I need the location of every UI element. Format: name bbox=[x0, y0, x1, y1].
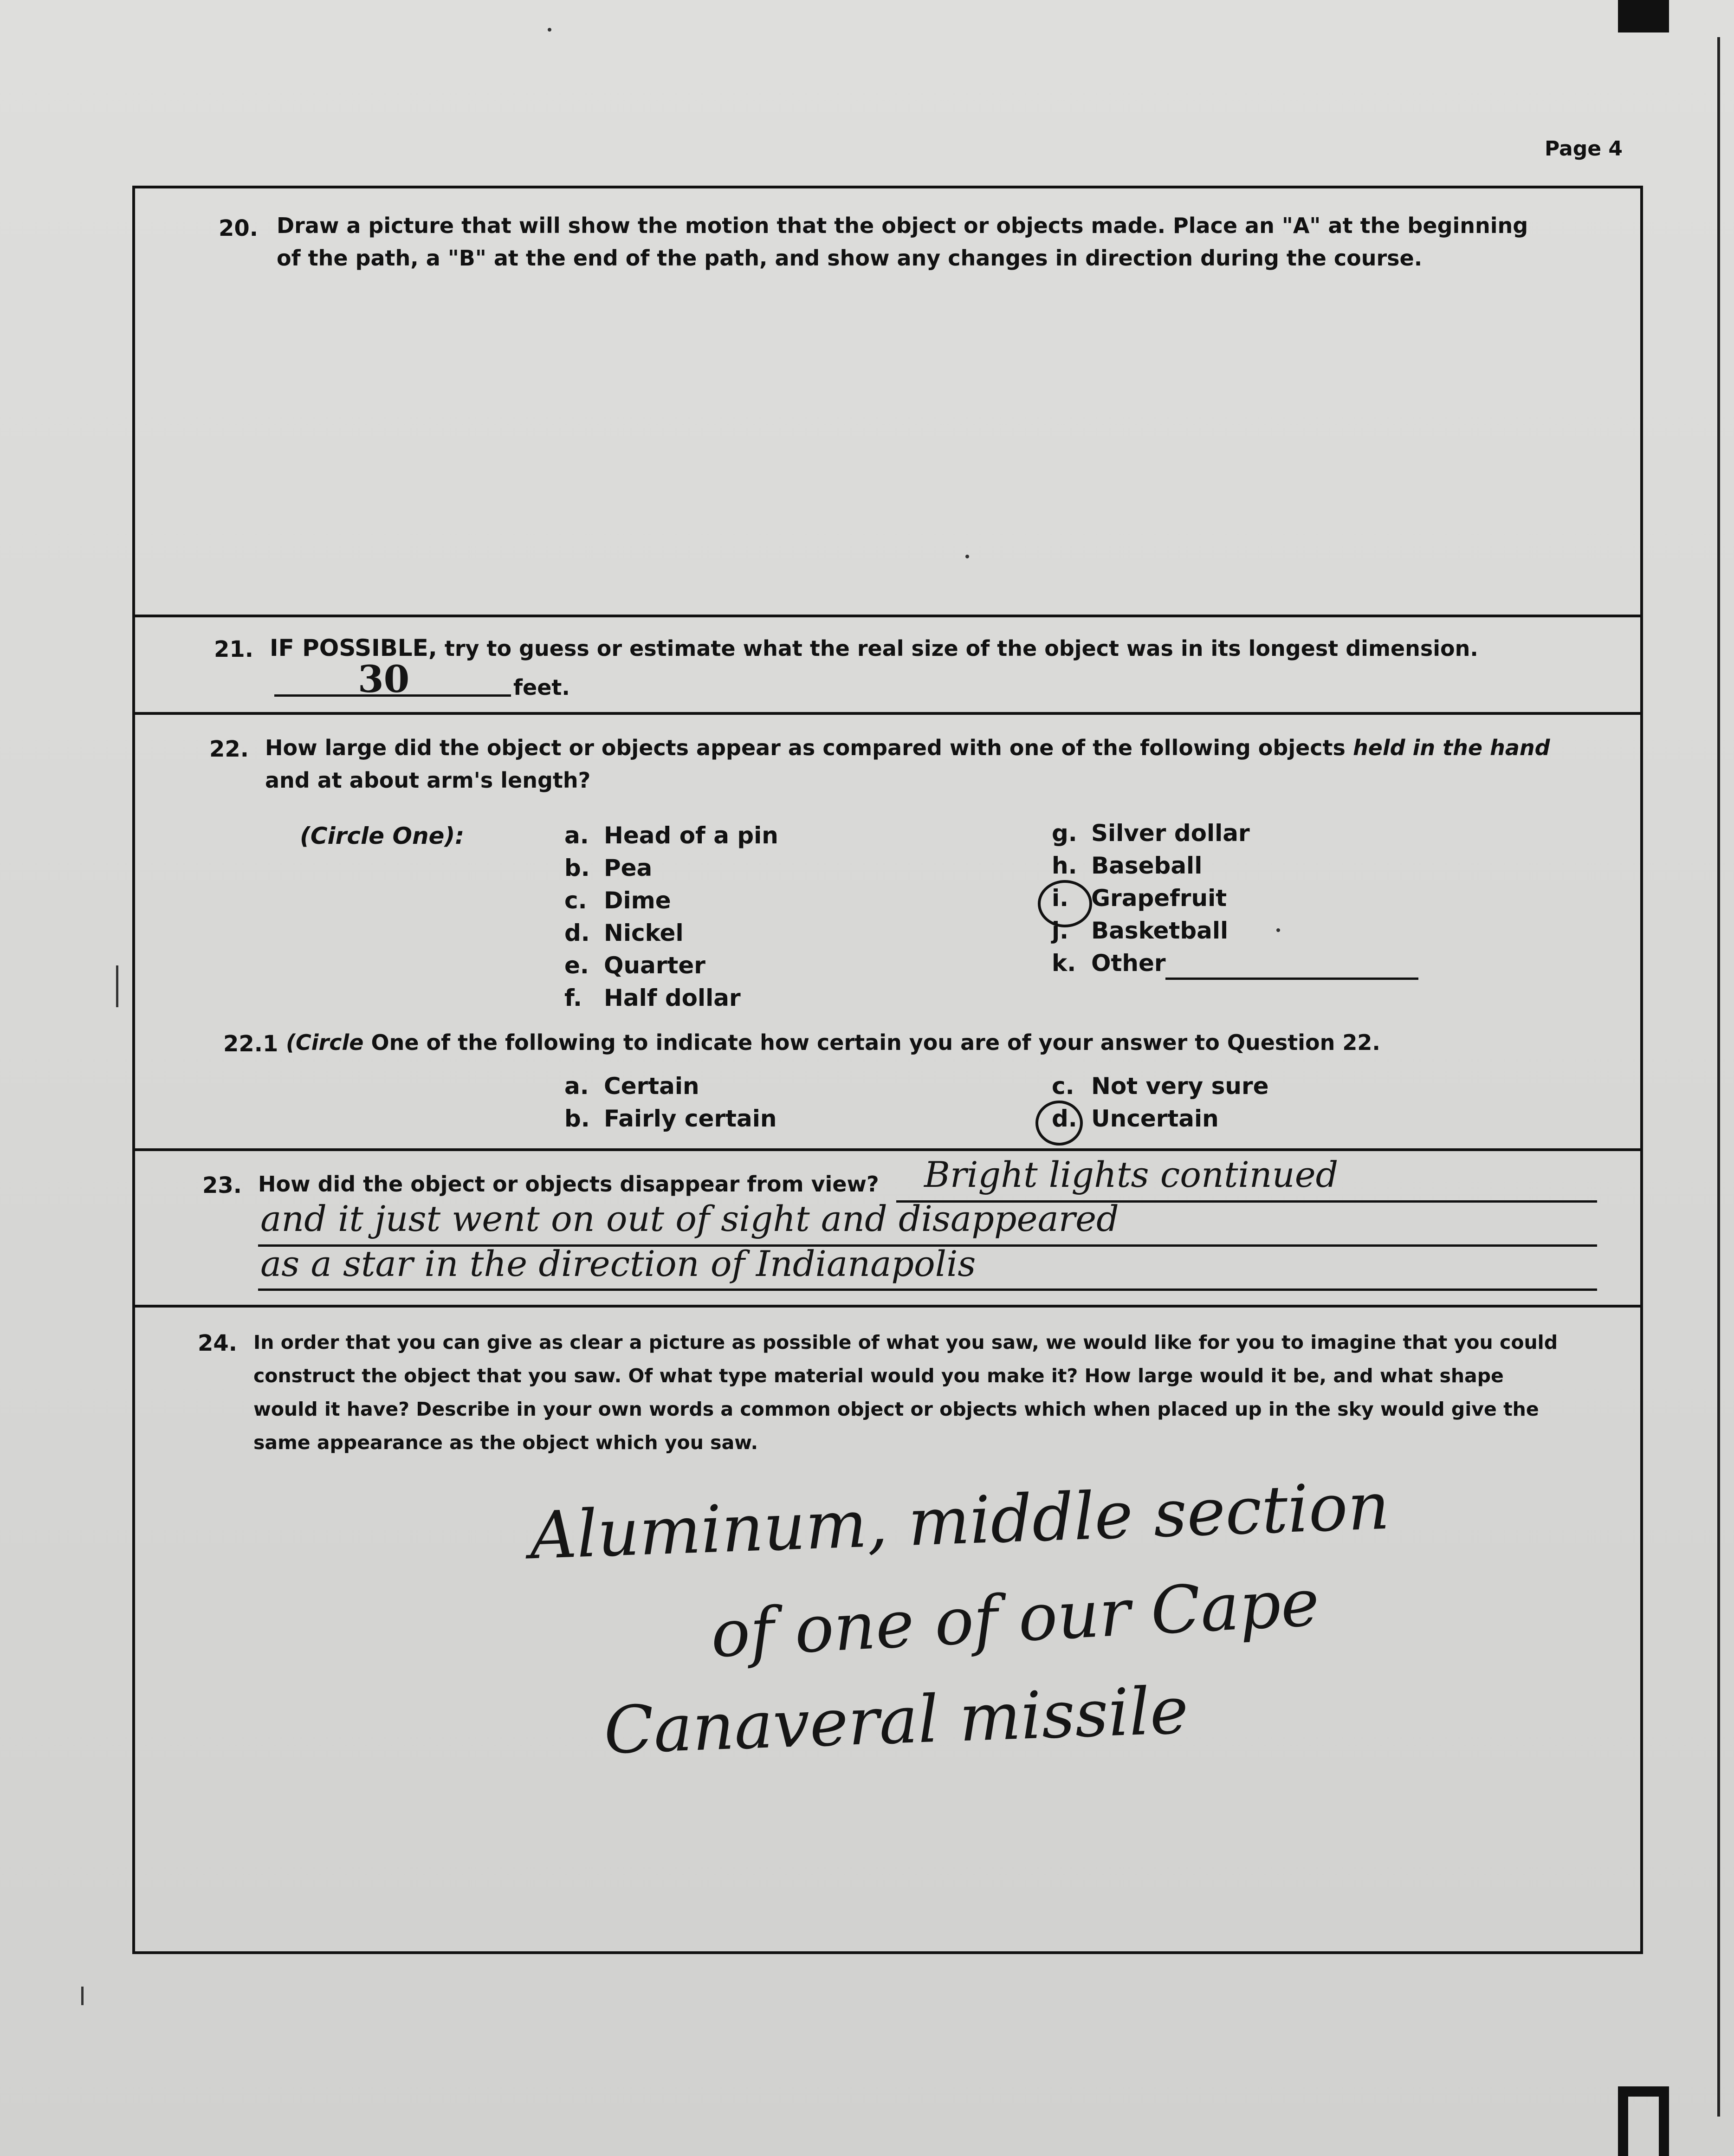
q21-text bbox=[270, 632, 1616, 665]
dust-speck bbox=[548, 28, 551, 32]
q22-1-number: 22.1 bbox=[223, 1031, 278, 1057]
margin-tick bbox=[116, 965, 118, 1007]
q22-option-g[interactable] bbox=[1052, 820, 1250, 847]
option-label: Other bbox=[1091, 950, 1166, 977]
q22-line2: and at about arm's length? bbox=[265, 768, 591, 793]
q22-1-circle-word: (Circle bbox=[286, 1030, 364, 1055]
q22-option-f[interactable] bbox=[564, 984, 741, 1011]
q21-unit: feet. bbox=[513, 675, 570, 700]
q22-option-c[interactable] bbox=[564, 887, 671, 914]
option-label: Pea bbox=[604, 855, 653, 881]
q22-option-d[interactable] bbox=[564, 919, 684, 946]
q21-question: try to guess or estimate what the real size of the object was in its longest dimension. bbox=[437, 636, 1478, 661]
q21-answer[interactable]: 30 bbox=[358, 657, 410, 701]
option-label: Silver dollar bbox=[1091, 820, 1250, 847]
q22-option-e[interactable] bbox=[564, 952, 705, 979]
q22-1-option-c[interactable] bbox=[1052, 1073, 1269, 1100]
divider bbox=[135, 1148, 1640, 1151]
option-letter: c. bbox=[1052, 1073, 1074, 1100]
q22-option-k[interactable] bbox=[1052, 950, 1166, 977]
option-letter: g. bbox=[1052, 820, 1077, 847]
q22-option-b[interactable] bbox=[564, 855, 652, 881]
q22-number: 22. bbox=[209, 736, 249, 762]
q22-instruction: (Circle One): bbox=[300, 822, 465, 849]
corner-registration-mark bbox=[1618, 0, 1669, 32]
page-edge-line bbox=[1717, 37, 1720, 2117]
option-letter: f. bbox=[564, 984, 582, 1011]
q22-1-question: One of the following to indicate how certain you are of your answer to Question 22. bbox=[363, 1030, 1380, 1055]
option-label: Quarter bbox=[604, 952, 705, 979]
q24-line: In order that you can give as clear a picture as possible of what you saw, we would like for you to imagine that you could bbox=[253, 1331, 1558, 1353]
margin-tick bbox=[81, 1987, 84, 2005]
option-label: Half dollar bbox=[604, 984, 741, 1011]
option-letter: d. bbox=[564, 919, 590, 946]
q24-text bbox=[253, 1326, 1627, 1459]
q24-number: 24. bbox=[198, 1330, 238, 1356]
option-label: Fairly certain bbox=[604, 1105, 777, 1132]
q22-1-option-a[interactable] bbox=[564, 1073, 699, 1100]
option-label: Nickel bbox=[604, 919, 684, 946]
q21-lead: IF POSSIBLE, bbox=[270, 634, 437, 661]
q24-answer-1[interactable]: Aluminum, middle section bbox=[528, 1468, 1391, 1574]
option-label: Grapefruit bbox=[1091, 885, 1227, 912]
q21-number: 21. bbox=[214, 636, 254, 662]
q22-emphasis: held in the hand bbox=[1352, 735, 1550, 760]
q20-text bbox=[277, 209, 1623, 274]
option-letter: h. bbox=[1052, 852, 1077, 879]
q24-line: would it have? Describe in your own words a common object or objects which when placed up in the sky would give the bbox=[253, 1398, 1539, 1420]
option-label: Certain bbox=[604, 1073, 699, 1100]
q22-text bbox=[265, 732, 1634, 796]
questionnaire-form bbox=[132, 186, 1643, 1954]
page-number: Page 4 bbox=[1544, 137, 1623, 161]
q22-option-h[interactable] bbox=[1052, 852, 1202, 879]
q22-selection-circle bbox=[1038, 880, 1092, 927]
q22-1-option-b[interactable] bbox=[564, 1105, 777, 1132]
option-label: Dime bbox=[604, 887, 671, 914]
q24-line: same appearance as the object which you saw. bbox=[253, 1431, 758, 1454]
q24-answer-2[interactable]: of one of our Cape bbox=[709, 1565, 1321, 1673]
option-letter: d. bbox=[1052, 1105, 1077, 1132]
option-letter: a. bbox=[564, 822, 589, 849]
option-label: Basketball bbox=[1091, 917, 1229, 944]
q23-number: 23. bbox=[202, 1172, 242, 1198]
option-letter: k. bbox=[1052, 950, 1076, 977]
q23-answer-line-3 bbox=[258, 1288, 1597, 1291]
option-label: Not very sure bbox=[1091, 1073, 1269, 1100]
option-letter: j. bbox=[1052, 917, 1069, 944]
q22-1-selection-circle bbox=[1035, 1101, 1083, 1146]
q24-answer-3[interactable]: Canaveral missile bbox=[602, 1673, 1190, 1769]
q22-line1: How large did the object or objects appear as compared with one of the following objects bbox=[265, 735, 1353, 760]
divider bbox=[135, 712, 1640, 715]
q22-1-text bbox=[286, 1026, 1632, 1059]
option-letter: b. bbox=[564, 855, 590, 881]
option-label: Uncertain bbox=[1091, 1105, 1219, 1132]
divider bbox=[135, 615, 1640, 617]
option-letter: i. bbox=[1052, 885, 1069, 912]
q24-line: construct the object that you saw. Of what type material would you make it? How large would it be, and what shape bbox=[253, 1365, 1504, 1387]
option-letter: e. bbox=[564, 952, 589, 979]
q22-other-blank[interactable] bbox=[1165, 978, 1418, 980]
q23-answer-1[interactable]: Bright lights continued bbox=[924, 1154, 1339, 1195]
q23-text: How did the object or objects disappear from view? bbox=[258, 1172, 879, 1197]
q20-number: 20. bbox=[219, 215, 259, 241]
corner-registration-mark-bottom bbox=[1618, 2086, 1669, 2156]
q20-line2: of the path, a "B" at the end of the path, and show any changes in direction during the course. bbox=[277, 246, 1423, 271]
option-letter: b. bbox=[564, 1105, 590, 1132]
q20-drawing-area[interactable] bbox=[144, 281, 1630, 602]
option-label: Head of a pin bbox=[604, 822, 778, 849]
option-letter: c. bbox=[564, 887, 587, 914]
option-label: Baseball bbox=[1091, 852, 1203, 879]
q23-answer-3[interactable]: as a star in the direction of Indianapolis bbox=[260, 1243, 976, 1284]
option-letter: a. bbox=[564, 1073, 589, 1100]
q23-answer-2[interactable]: and it just went on out of sight and disappeared bbox=[260, 1198, 1119, 1239]
q20-line1: Draw a picture that will show the motion that the object or objects made. Place an "A" at the beginning bbox=[277, 213, 1528, 238]
q22-option-a[interactable] bbox=[564, 822, 778, 849]
divider bbox=[135, 1305, 1640, 1308]
